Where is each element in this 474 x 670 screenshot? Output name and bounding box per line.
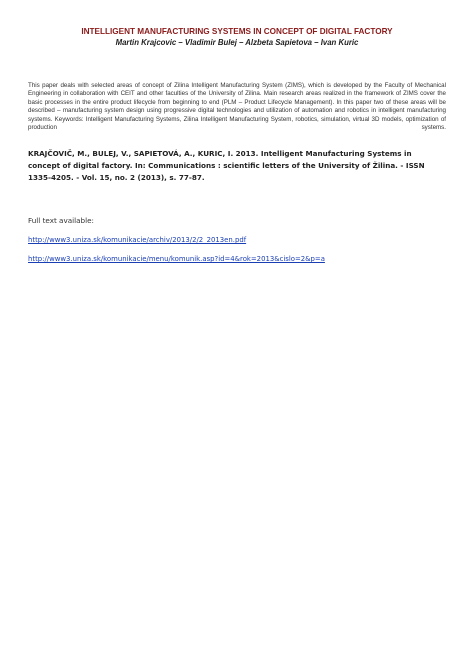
fulltext-label: Full text available:: [28, 216, 94, 226]
paper-page: [28, 26, 446, 263]
paper-title: INTELLIGENT MANUFACTURING SYSTEMS IN CONCEPT OF DIGITAL FACTORY: [81, 27, 393, 36]
paper-abstract: This paper deals with selected areas of concept of Zilina Intelligent Manufacturing System (ZIMS), which is developed by the Faculty of Mechanical Engineering in collaboration with CEIT and other faculties of the University of Zilina. Main research areas realized in the framework of ZIMS cover the basic processes in the entire product lifecycle from beginning to end (PLM – Product Lifecycle Management). In this paper two of these areas will be described – manufacturing system design using progressive digital technologies and utilization of automation and robotics in intelligent manufacturing systems. Keywords: Intelligent Manufacturing Systems, Zilina Intelligent Manufacturing System, robotics, simulation, virtual 3D models, optimization of production systems.: [28, 82, 446, 132]
paper-authors: Martin Krajcovic – Vladimir Bulej – Alzbeta Sapietova – Ivan Kuric: [115, 38, 359, 47]
paper-citation: KRAJČOVIČ, M., BULEJ, V., SAPIETOVÁ, A., KURIC, I. 2013. Intelligent Manufacturing Systems in concept of digital factory. In: Communications : scientific letters of the University of Žilina. - ISSN 1335-4205. - Vol. 15, no. 2 (2013), s. 77-87.: [28, 149, 425, 183]
fulltext-link-menu[interactable]: http://www3.uniza.sk/komunikacie/menu/komunik.asp?id=4&rok=2013&cislo=2&p=a: [28, 255, 325, 264]
fulltext-link-pdf[interactable]: http://www3.uniza.sk/komunikacie/archiv/2013/2/2_2013en.pdf: [28, 236, 247, 245]
